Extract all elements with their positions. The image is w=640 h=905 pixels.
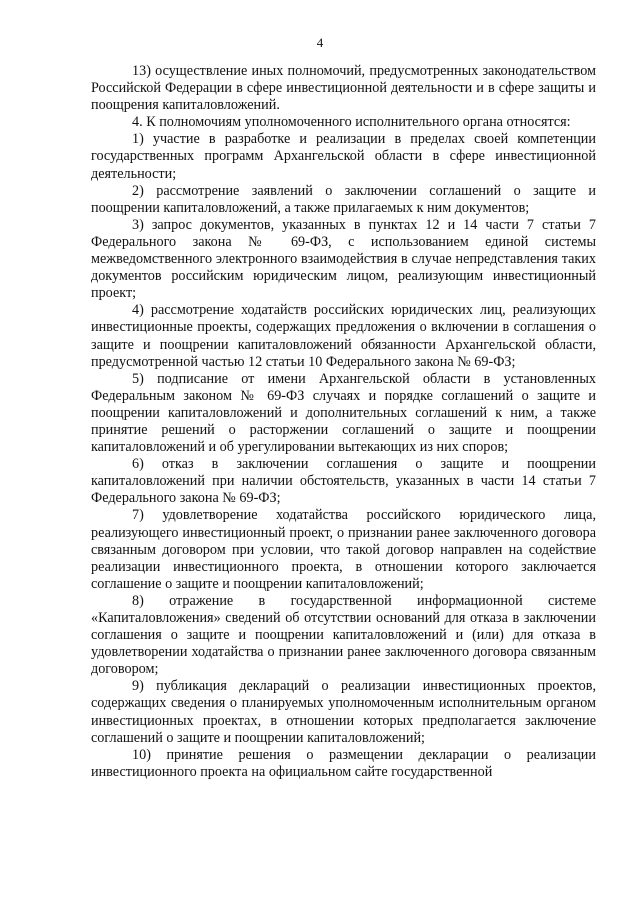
paragraph-item-13: 13) осуществление иных полномочий, предусмотренных законодательством Российской Федерации в сфере инвестиционной деятельности и в сфере защиты и поощрения капиталовложений. xyxy=(91,63,596,114)
paragraph-item-4: 4) рассмотрение ходатайств российских юридических лиц, реализующих инвестиционные проекты, содержащих предложения о включении в соглашения о защите и поощрении капиталовложений обязанности Архангельской области, предусмотренной частью 12 статьи 10 Федерального закона № 69-ФЗ; xyxy=(91,302,596,370)
page-number: 4 xyxy=(316,35,324,50)
paragraph-item-8: 8) отражение в государственной информационной системе «Капиталовложения» сведений об отсутствии оснований для отказа в заключении соглашения о защите и поощрении капиталовложений и (или) для отказа в удовлетворении ходатайства о признании ранее заключенного договора связанным договором; xyxy=(91,592,596,678)
paragraph-item-1: 1) участие в разработке и реализации в пределах своей компетенции государственных программ Архангельской области в сфере инвестиционной деятельности; xyxy=(91,131,596,182)
paragraph-item-7: 7) удовлетворение ходатайства российского юридического лица, реализующего инвестиционный проект, о признании ранее заключенного договора связанным договором при условии, что такой договор направлен на содействие реализации инвестиционного проекта, в отношении которого заключается соглашение о защите и поощрении капиталовложений; xyxy=(91,507,596,592)
document-body xyxy=(91,63,596,781)
paragraph-item-10: 10) принятие решения о размещении декларации о реализации инвестиционного проекта на официальном сайте государственной xyxy=(91,746,596,780)
paragraph-item-5: 5) подписание от имени Архангельской области в установленных Федеральным законом № 69-ФЗ случаях и порядке соглашений о защите и поощрении капиталовложений и дополнительных соглашений к ним, а также принятие решений о расторжении соглашений о защите и поощрении капиталовложений и об урегулировании вытекающих из них споров; xyxy=(91,370,596,456)
paragraph-item-3: 3) запрос документов, указанных в пунктах 12 и 14 части 7 статьи 7 Федерального закона № 69-ФЗ, с использованием единой системы межведомственного электронного взаимодействия в случае непредставления таких документов российским юридическим лицом, реализующим инвестиционный проект; xyxy=(91,216,596,302)
paragraph-item-9: 9) публикация деклараций о реализации инвестиционных проектов, содержащих сведения о планируемых уполномоченным исполнительным органом инвестиционных проектах, в отношении которых предполагается заключение соглашений о защите и поощрении капиталовложений; xyxy=(91,678,596,746)
paragraph-item-6: 6) отказ в заключении соглашения о защите и поощрении капиталовложений при наличии обстоятельств, указанных в части 14 статьи 7 Федерального закона № 69-ФЗ; xyxy=(91,456,596,507)
paragraph-item-2: 2) рассмотрение заявлений о заключении соглашений о защите и поощрении капиталовложений, а также прилагаемых к ним документов; xyxy=(91,182,596,216)
paragraph-section-4-heading: 4. К полномочиям уполномоченного исполнительного органа относятся: xyxy=(132,114,571,131)
